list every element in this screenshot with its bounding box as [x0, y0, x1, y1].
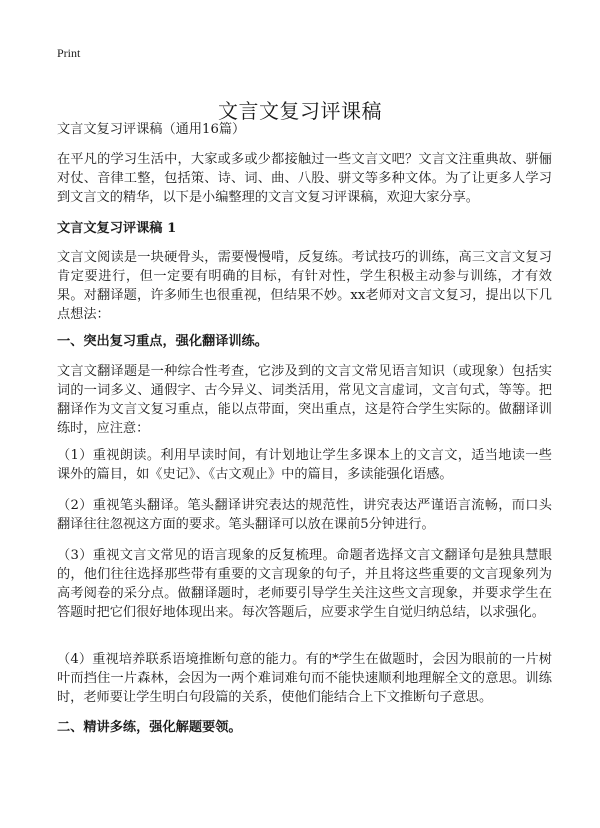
point-paragraph-1: 文言文翻译题是一种综合性考查，它涉及到的文言文常见语言知识（或现象）包括实词的一词多义、通假字、古今异义、词类活用，常见文言虚词，文言句式，等等。把翻译作为文言文复习重点，能以点带面，突出重点，这是符合学生实际的。做翻译训练时，应注意： [57, 364, 552, 436]
list-item-2: （2）重视笔头翻译。笔头翻译讲究表达的规范性，讲究表达严谨语言流畅，而口头翻译往往忽视这方面的要求。笔头翻译可以放在课前5分钟进行。 [57, 498, 552, 532]
list-item-1: （1）重视朗读。利用早读时间，有计划地让学生多课本上的文言文，适当地读一些课外的篇目，如《史记》、《古文观止》中的篇目，多读能强化语感。 [57, 448, 552, 482]
point-heading-2: 二、精讲多练，强化解题要领。 [57, 720, 242, 735]
list-item-3: （3）重视文言文常见的语言现象的反复梳理。命题者选择文言文翻译句是独具慧眼的，他们往往选择那些带有重要的文言现象的句子，并且将这些重要的文言现象列为高考阅卷的采分点。做翻译题时，老师要引导学生关注这些文言现象，并要求学生在答题时把它们很好地体现出来。每次答题后，应要求学生自觉归纳总结，以求强化。 [57, 548, 552, 620]
point-heading-1: 一、突出复习重点，强化翻译训练。 [57, 334, 268, 349]
list-item-4: （4）重视培养联系语境推断句意的能力。有的*学生在做题时，会因为眼前的一片树叶而挡住一片森林，会因为一两个难词难句而不能快速顺利地理解全文的意思。训练时，老师要让学生明白句段篇的关系，使他们能结合上下文推断句子意思。 [57, 652, 552, 705]
subtitle: 文言文复习评课稿（通用16篇） [57, 122, 246, 137]
section-paragraph: 文言文阅读是一块硬骨头，需要慢慢啃，反复练。考试技巧的训练，高三文言文复习肯定要进行，但一定要有明确的目标，有针对性，学生积极主动参与训练，才有效果。对翻译题，许多师生也很重视，但结果不妙。xx老师对文言文复习，提出以下几点想法： [57, 250, 552, 322]
page-title: 文言文复习评课稿 [218, 99, 382, 124]
intro-paragraph: 在平凡的学习生活中，大家或多或少都接触过一些文言文吧？文言文注重典故、骈俪对仗、音律工整，包括策、诗、词、曲、八股、骈文等多种文体。为了让更多人学习到文言文的精华，以下是小编整理的文言文复习评课稿，欢迎大家分享。 [57, 152, 552, 205]
section-heading: 文言文复习评课稿 1 [57, 221, 177, 236]
print-label: Print [57, 46, 81, 60]
